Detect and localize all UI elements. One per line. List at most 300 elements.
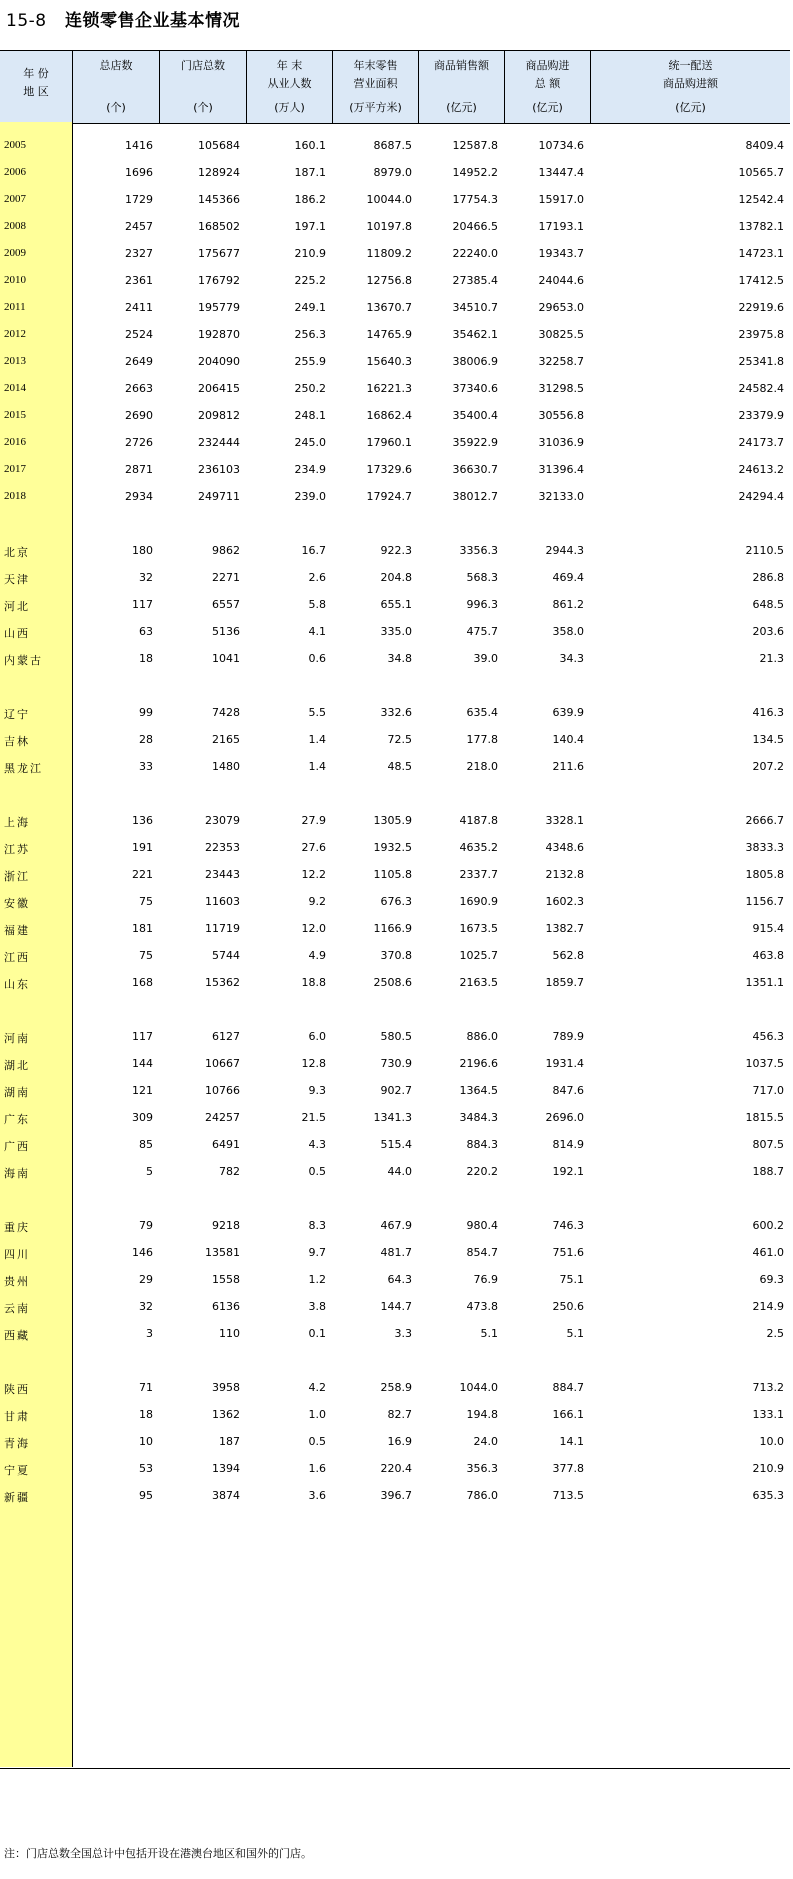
table-cell: 10766 — [205, 1084, 240, 1097]
table-cell: 33 — [139, 760, 153, 773]
table-cell: 82.7 — [387, 1408, 412, 1421]
table-cell: 14952.2 — [452, 166, 498, 179]
table-cell: 9.7 — [308, 1246, 326, 1259]
table-number: 15-8 — [6, 11, 47, 31]
table-cell: 194.8 — [466, 1408, 498, 1421]
footnote: 注：门店总数全国总计中包括开设在港澳台地区和国外的门店。 — [4, 1847, 312, 1860]
table-cell: 192870 — [198, 328, 240, 341]
row-region-label: 青海 — [4, 1437, 30, 1450]
row-region-label: 云南 — [4, 1302, 30, 1315]
table-cell: 18 — [139, 652, 153, 665]
table-cell: 225.2 — [294, 274, 326, 287]
table-cell: 475.7 — [466, 625, 498, 638]
table-cell: 12756.8 — [366, 274, 412, 287]
table-cell: 32 — [139, 1300, 153, 1313]
table-cell: 23079 — [205, 814, 240, 827]
table-cell: 204.8 — [380, 571, 412, 584]
table-cell: 166.1 — [552, 1408, 584, 1421]
row-region-label: 河北 — [4, 600, 30, 613]
row-year-label: 2013 — [4, 355, 26, 367]
table-cell: 176792 — [198, 274, 240, 287]
table-cell: 1.0 — [308, 1408, 326, 1421]
row-region-label: 福建 — [4, 924, 30, 937]
table-cell: 6.0 — [308, 1030, 326, 1043]
table-row — [0, 970, 790, 997]
table-cell: 0.5 — [308, 1435, 326, 1448]
table-cell: 17329.6 — [366, 463, 412, 476]
table-row — [0, 457, 790, 484]
table-cell: 133.1 — [752, 1408, 784, 1421]
table-cell: 356.3 — [466, 1462, 498, 1475]
table-cell: 75 — [139, 949, 153, 962]
table-cell: 5.8 — [308, 598, 326, 611]
table-cell: 481.7 — [380, 1246, 412, 1259]
table-cell: 31396.4 — [538, 463, 584, 476]
table-cell: 2337.7 — [459, 868, 498, 881]
table-cell: 17754.3 — [452, 193, 498, 206]
table-cell: 2508.6 — [373, 976, 412, 989]
table-cell: 10734.6 — [538, 139, 584, 152]
column-header-title: 年 末 — [276, 59, 303, 72]
table-row — [0, 862, 790, 889]
table-cell: 24613.2 — [738, 463, 784, 476]
table-cell: 35400.4 — [452, 409, 498, 422]
table-cell: 140.4 — [552, 733, 584, 746]
table-cell: 3.8 — [308, 1300, 326, 1313]
table-row — [0, 646, 790, 673]
column-header-title: 总店数 — [99, 59, 133, 72]
table-cell: 15362 — [205, 976, 240, 989]
row-year-label: 2005 — [4, 139, 26, 151]
table-cell: 2934 — [125, 490, 153, 503]
table-row — [0, 538, 790, 565]
table-cell: 245.0 — [294, 436, 326, 449]
table-cell: 9862 — [212, 544, 240, 557]
table-cell: 416.3 — [752, 706, 784, 719]
table-cell: 8979.0 — [373, 166, 412, 179]
table-cell: 1305.9 — [373, 814, 412, 827]
table-cell: 191 — [132, 841, 153, 854]
table-cell: 79 — [139, 1219, 153, 1232]
table-cell: 3.3 — [394, 1327, 412, 1340]
table-cell: 24582.4 — [738, 382, 784, 395]
table-cell: 19343.7 — [538, 247, 584, 260]
table-cell: 1.2 — [308, 1273, 326, 1286]
table-cell: 21.5 — [301, 1111, 326, 1124]
column-header-subtitle: 总 额 — [534, 77, 561, 90]
table-cell: 24044.6 — [538, 274, 584, 287]
table-cell: 117 — [132, 598, 153, 611]
table-cell: 203.6 — [752, 625, 784, 638]
table-cell: 13581 — [205, 1246, 240, 1259]
table-cell: 234.9 — [294, 463, 326, 476]
table-cell: 473.8 — [466, 1300, 498, 1313]
table-cell: 1044.0 — [459, 1381, 498, 1394]
column-header-subtitle: 商品购进额 — [663, 77, 718, 90]
table-cell: 751.6 — [552, 1246, 584, 1259]
table-cell: 461.0 — [752, 1246, 784, 1259]
table-cell: 44.0 — [387, 1165, 412, 1178]
table-cell: 2871 — [125, 463, 153, 476]
column-header — [72, 51, 159, 123]
column-header-unit: (亿元) — [446, 101, 477, 114]
table-cell: 8409.4 — [745, 139, 784, 152]
table-cell: 14765.9 — [366, 328, 412, 341]
row-region-label: 陕西 — [4, 1383, 30, 1396]
table-cell: 309 — [132, 1111, 153, 1124]
table-cell: 39.0 — [473, 652, 498, 665]
table-cell: 76.9 — [473, 1273, 498, 1286]
column-header — [332, 51, 418, 123]
table-cell: 11719 — [205, 922, 240, 935]
table-cell: 2726 — [125, 436, 153, 449]
table-row — [0, 1267, 790, 1294]
table-cell: 7428 — [212, 706, 240, 719]
table-cell: 15640.3 — [366, 355, 412, 368]
table-cell: 63 — [139, 625, 153, 638]
column-header-unit: (亿元) — [675, 101, 706, 114]
table-cell: 2163.5 — [459, 976, 498, 989]
table-row — [0, 808, 790, 835]
table-cell: 17960.1 — [366, 436, 412, 449]
table-cell: 2165 — [212, 733, 240, 746]
table-row — [0, 1456, 790, 1483]
table-cell: 396.7 — [380, 1489, 412, 1502]
table-row — [0, 1105, 790, 1132]
table-cell: 1351.1 — [745, 976, 784, 989]
table-cell: 4.9 — [308, 949, 326, 962]
row-region-label: 山东 — [4, 978, 30, 991]
table-row — [0, 1159, 790, 1186]
table-cell: 10667 — [205, 1057, 240, 1070]
table-cell: 463.8 — [752, 949, 784, 962]
table-row — [0, 943, 790, 970]
table-cell: 902.7 — [380, 1084, 412, 1097]
table-cell: 250.2 — [294, 382, 326, 395]
table-cell: 4.2 — [308, 1381, 326, 1394]
table-cell: 2411 — [125, 301, 153, 314]
table-cell: 23379.9 — [738, 409, 784, 422]
table-cell: 782 — [219, 1165, 240, 1178]
table-row — [0, 322, 790, 349]
table-row — [0, 430, 790, 457]
table-cell: 23975.8 — [738, 328, 784, 341]
table-cell: 10197.8 — [366, 220, 412, 233]
table-cell: 16.9 — [387, 1435, 412, 1448]
table-cell: 814.9 — [552, 1138, 584, 1151]
table-cell: 2196.6 — [459, 1057, 498, 1070]
table-cell: 1696 — [125, 166, 153, 179]
table-cell: 9.2 — [308, 895, 326, 908]
table-row — [0, 1375, 790, 1402]
column-header — [159, 51, 246, 123]
table-cell: 17924.7 — [366, 490, 412, 503]
table-cell: 10565.7 — [738, 166, 784, 179]
table-cell: 255.9 — [294, 355, 326, 368]
table-cell: 204090 — [198, 355, 240, 368]
table-cell: 2.5 — [766, 1327, 784, 1340]
table-cell: 145366 — [198, 193, 240, 206]
table-cell: 99 — [139, 706, 153, 719]
table-cell: 210.9 — [752, 1462, 784, 1475]
column-header-unit: (万平方米) — [349, 101, 402, 114]
table-cell: 3328.1 — [545, 814, 584, 827]
table-cell: 175677 — [198, 247, 240, 260]
row-region-label: 湖南 — [4, 1086, 30, 1099]
table-cell: 236103 — [198, 463, 240, 476]
table-cell: 2327 — [125, 247, 153, 260]
table-cell: 144 — [132, 1057, 153, 1070]
row-year-label: 2011 — [4, 301, 26, 313]
table-cell: 146 — [132, 1246, 153, 1259]
table-cell: 38006.9 — [452, 355, 498, 368]
table-cell: 5.1 — [566, 1327, 584, 1340]
row-region-label: 黑龙江 — [4, 762, 43, 775]
table-row — [0, 214, 790, 241]
table-row — [0, 295, 790, 322]
table-cell: 789.9 — [552, 1030, 584, 1043]
column-header — [504, 51, 590, 123]
table-cell: 18 — [139, 1408, 153, 1421]
table-cell: 0.1 — [308, 1327, 326, 1340]
table-cell: 377.8 — [552, 1462, 584, 1475]
table-row — [0, 619, 790, 646]
table-cell: 717.0 — [752, 1084, 784, 1097]
table-cell: 110 — [219, 1327, 240, 1340]
column-header-title: 商品购进 — [525, 59, 570, 72]
table-cell: 1815.5 — [745, 1111, 784, 1124]
table-cell: 635.4 — [466, 706, 498, 719]
table-cell: 1558 — [212, 1273, 240, 1286]
table-cell: 30825.5 — [538, 328, 584, 341]
row-region-label: 西藏 — [4, 1329, 30, 1342]
table-row — [0, 403, 790, 430]
column-header — [418, 51, 504, 123]
table-cell: 562.8 — [552, 949, 584, 962]
table-row — [0, 700, 790, 727]
row-region-label: 上海 — [4, 816, 30, 829]
table-row — [0, 1429, 790, 1456]
row-year-label: 2017 — [4, 463, 26, 475]
table-cell: 6491 — [212, 1138, 240, 1151]
table-cell: 4.1 — [308, 625, 326, 638]
table-cell: 861.2 — [552, 598, 584, 611]
table-cell: 648.5 — [752, 598, 784, 611]
table-cell: 28 — [139, 733, 153, 746]
table-cell: 469.4 — [552, 571, 584, 584]
table-cell: 2944.3 — [545, 544, 584, 557]
table-cell: 17193.1 — [538, 220, 584, 233]
column-header — [246, 51, 332, 123]
table-cell: 144.7 — [380, 1300, 412, 1313]
table-cell: 1931.4 — [545, 1057, 584, 1070]
table-cell: 2690 — [125, 409, 153, 422]
header-stub-region: 地 区 — [23, 85, 49, 98]
table-row — [0, 889, 790, 916]
table-cell: 22240.0 — [452, 247, 498, 260]
table-cell: 53 — [139, 1462, 153, 1475]
row-region-label: 贵州 — [4, 1275, 30, 1288]
table-cell: 1602.3 — [545, 895, 584, 908]
column-header-unit: (亿元) — [532, 101, 563, 114]
table-cell: 6127 — [212, 1030, 240, 1043]
table-row — [0, 1483, 790, 1510]
table-cell: 600.2 — [752, 1219, 784, 1232]
table-cell: 3484.3 — [459, 1111, 498, 1124]
table-cell: 160.1 — [294, 139, 326, 152]
table-cell: 1341.3 — [373, 1111, 412, 1124]
table-cell: 14.1 — [559, 1435, 584, 1448]
table-cell: 3.6 — [308, 1489, 326, 1502]
table-cell: 31298.5 — [538, 382, 584, 395]
table-cell: 32133.0 — [538, 490, 584, 503]
table-cell: 220.4 — [380, 1462, 412, 1475]
table-cell: 3356.3 — [459, 544, 498, 557]
table-cell: 25341.8 — [738, 355, 784, 368]
table-cell: 249.1 — [294, 301, 326, 314]
table-cell: 730.9 — [380, 1057, 412, 1070]
table-cell: 9218 — [212, 1219, 240, 1232]
table-cell: 467.9 — [380, 1219, 412, 1232]
column-header-subtitle: 从业人数 — [267, 77, 312, 90]
table-cell: 72.5 — [387, 733, 412, 746]
table-cell: 5136 — [212, 625, 240, 638]
table-cell: 5744 — [212, 949, 240, 962]
table-cell: 580.5 — [380, 1030, 412, 1043]
column-header-title: 年末零售 — [353, 59, 398, 72]
table-cell: 11603 — [205, 895, 240, 908]
table-cell: 713.5 — [552, 1489, 584, 1502]
table-cell: 34.3 — [559, 652, 584, 665]
table-cell: 12542.4 — [738, 193, 784, 206]
table-cell: 32258.7 — [538, 355, 584, 368]
table-cell: 35462.1 — [452, 328, 498, 341]
table-cell: 1394 — [212, 1462, 240, 1475]
table-cell: 370.8 — [380, 949, 412, 962]
table-cell: 4635.2 — [459, 841, 498, 854]
table-cell: 220.2 — [466, 1165, 498, 1178]
table-cell: 34510.7 — [452, 301, 498, 314]
table-cell: 248.1 — [294, 409, 326, 422]
table-cell: 915.4 — [752, 922, 784, 935]
table-cell: 980.4 — [466, 1219, 498, 1232]
table-cell: 922.3 — [380, 544, 412, 557]
table-cell: 16221.3 — [366, 382, 412, 395]
row-region-label: 新疆 — [4, 1491, 30, 1504]
table-cell: 456.3 — [752, 1030, 784, 1043]
table-cell: 884.3 — [466, 1138, 498, 1151]
table-row — [0, 727, 790, 754]
table-cell: 187 — [219, 1435, 240, 1448]
table-cell: 1041 — [212, 652, 240, 665]
table-cell: 6136 — [212, 1300, 240, 1313]
table-cell: 1690.9 — [459, 895, 498, 908]
table-cell: 37340.6 — [452, 382, 498, 395]
table-cell: 13782.1 — [738, 220, 784, 233]
table-cell: 1105.8 — [373, 868, 412, 881]
row-region-label: 内蒙古 — [4, 654, 43, 667]
table-cell: 13447.4 — [538, 166, 584, 179]
table-cell: 36630.7 — [452, 463, 498, 476]
column-header-unit: (个) — [106, 101, 126, 114]
table-cell: 3 — [146, 1327, 153, 1340]
table-cell: 2666.7 — [745, 814, 784, 827]
table-cell: 71 — [139, 1381, 153, 1394]
row-year-label: 2009 — [4, 247, 26, 259]
table-cell: 180 — [132, 544, 153, 557]
table-cell: 256.3 — [294, 328, 326, 341]
table-row — [0, 592, 790, 619]
row-year-label: 2006 — [4, 166, 26, 178]
table-cell: 1.4 — [308, 733, 326, 746]
table-cell: 69.3 — [759, 1273, 784, 1286]
table-cell: 250.6 — [552, 1300, 584, 1313]
table-cell: 22353 — [205, 841, 240, 854]
table-cell: 22919.6 — [738, 301, 784, 314]
table-cell: 249711 — [198, 490, 240, 503]
table-cell: 64.3 — [387, 1273, 412, 1286]
table-cell: 847.6 — [552, 1084, 584, 1097]
table-cell: 12.0 — [301, 922, 326, 935]
row-region-label: 浙江 — [4, 870, 30, 883]
table-cell: 211.6 — [552, 760, 584, 773]
table-cell: 9.3 — [308, 1084, 326, 1097]
table-cell: 177.8 — [466, 733, 498, 746]
table-cell: 192.1 — [552, 1165, 584, 1178]
table-cell: 218.0 — [466, 760, 498, 773]
table-cell: 1025.7 — [459, 949, 498, 962]
table-cell: 996.3 — [466, 598, 498, 611]
table-cell: 221 — [132, 868, 153, 881]
table-cell: 258.9 — [380, 1381, 412, 1394]
table-cell: 358.0 — [552, 625, 584, 638]
row-region-label: 天津 — [4, 573, 30, 586]
table-cell: 1480 — [212, 760, 240, 773]
table-cell: 4348.6 — [545, 841, 584, 854]
table-cell: 10.0 — [759, 1435, 784, 1448]
table-cell: 2110.5 — [745, 544, 784, 557]
table-cell: 3833.3 — [745, 841, 784, 854]
table-row — [0, 1078, 790, 1105]
column-header-title: 门店总数 — [181, 59, 225, 72]
table-cell: 5 — [146, 1165, 153, 1178]
row-year-label: 2015 — [4, 409, 26, 421]
table-cell: 27.6 — [301, 841, 326, 854]
table-cell: 17412.5 — [738, 274, 784, 287]
table-cell: 85 — [139, 1138, 153, 1151]
table-row — [0, 376, 790, 403]
table-cell: 1364.5 — [459, 1084, 498, 1097]
table-cell: 210.9 — [294, 247, 326, 260]
row-region-label: 四川 — [4, 1248, 30, 1261]
table-cell: 2663 — [125, 382, 153, 395]
table-cell: 3874 — [212, 1489, 240, 1502]
table-cell: 3958 — [212, 1381, 240, 1394]
table-cell: 188.7 — [752, 1165, 784, 1178]
table-cell: 1932.5 — [373, 841, 412, 854]
table-cell: 2524 — [125, 328, 153, 341]
table-cell: 206415 — [198, 382, 240, 395]
table-cell: 12.2 — [301, 868, 326, 881]
table-cell: 168502 — [198, 220, 240, 233]
row-region-label: 安徽 — [4, 897, 30, 910]
table-cell: 38012.7 — [452, 490, 498, 503]
table-cell: 27.9 — [301, 814, 326, 827]
table-cell: 5.5 — [308, 706, 326, 719]
table-cell: 24173.7 — [738, 436, 784, 449]
table-cell: 8687.5 — [373, 139, 412, 152]
row-region-label: 河南 — [4, 1032, 30, 1045]
